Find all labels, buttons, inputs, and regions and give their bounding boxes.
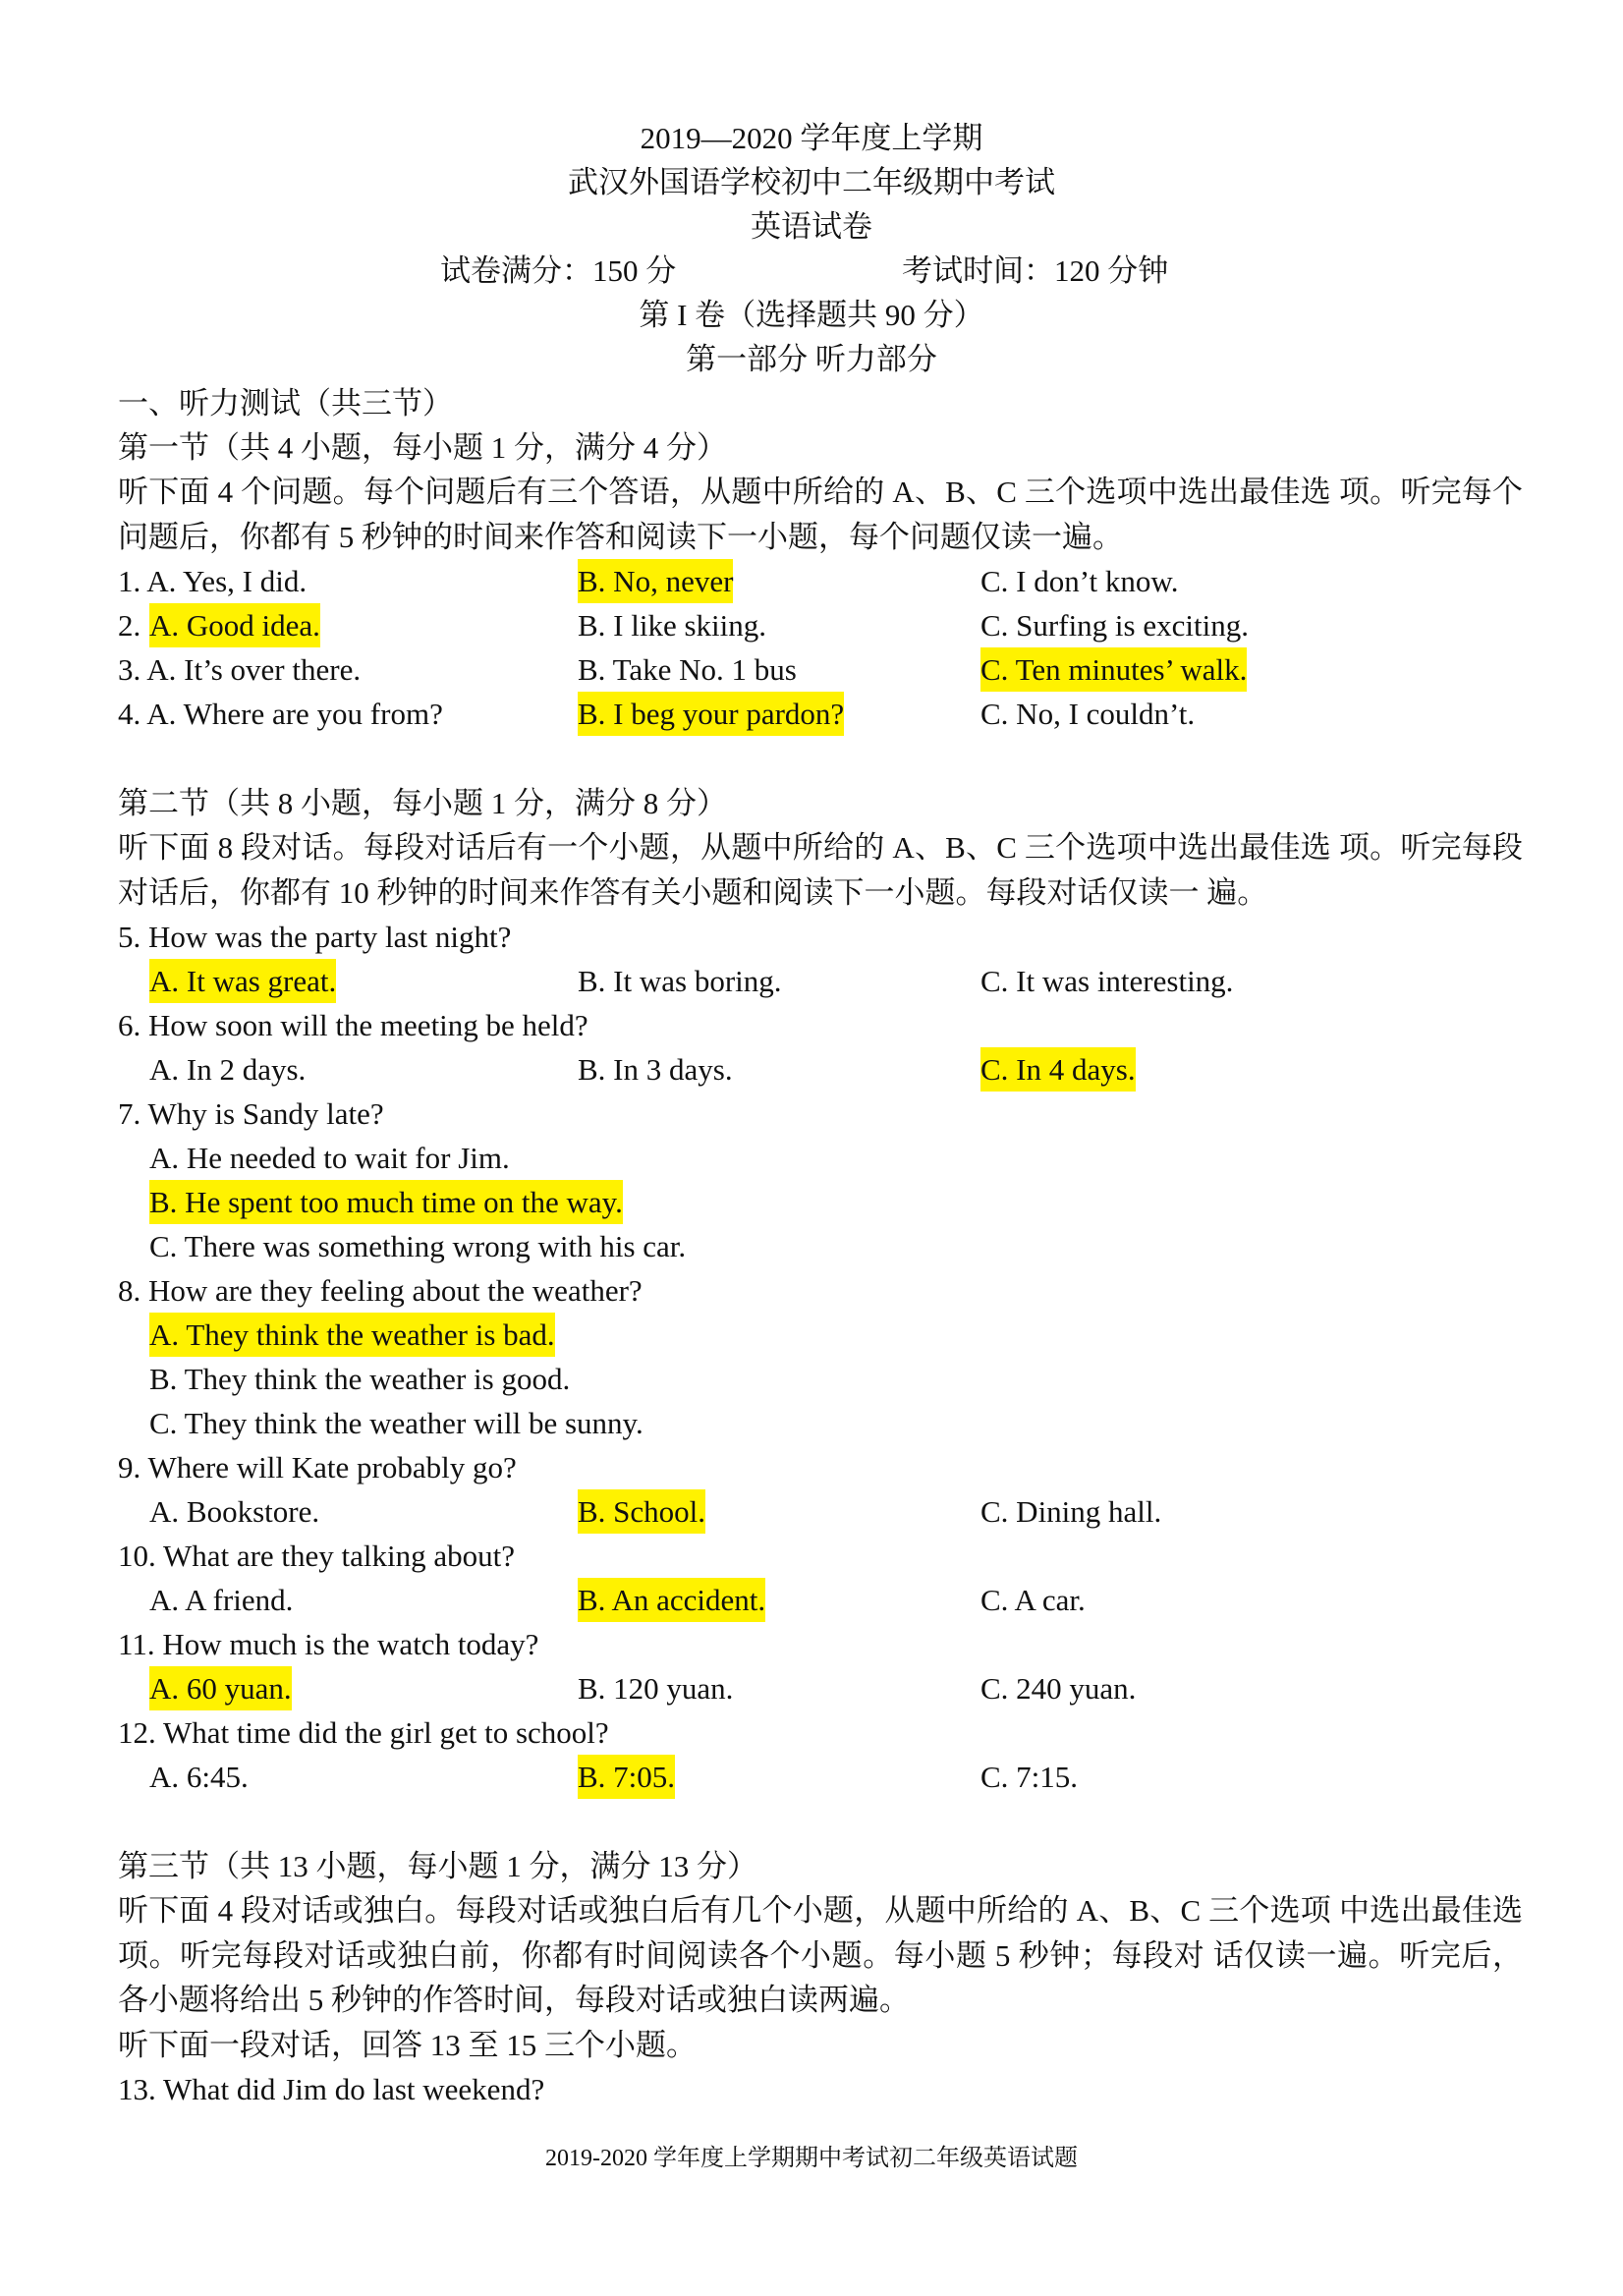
section3-title: 第三节（共 13 小题，每小题 1 分，满分 13 分） xyxy=(118,1849,757,1883)
q2-option-a: A. Good idea. xyxy=(149,603,320,647)
volume-title: 第 I 卷（选择题共 90 分） xyxy=(639,298,984,332)
page-footer: 2019-2020 学年度上学期期中考试初二年级英语试题 xyxy=(545,2146,1078,2171)
q8-option-a: A. They think the weather is bad. xyxy=(149,1313,555,1357)
q8-question: 8. How are they feeling about the weather? xyxy=(118,1273,643,1308)
school-line: 武汉外国语学校初中二年级期中考试 xyxy=(568,165,1055,199)
section1-instructions: 听下面 4 个问题。每个问题后有三个答语，从题中所给的 A、B、C 三个选项中选出最佳选 项。听完每个问题后，你都有 5 秒钟的时间来作答和阅读下一小题，每个问题仅读一遍。 xyxy=(118,475,1523,554)
q5-question: 5. How was the party last night? xyxy=(118,920,512,954)
q13-question: 13. What did Jim do last weekend? xyxy=(118,2072,545,2106)
q11-option-a: A. 60 yuan. xyxy=(149,1666,292,1710)
section2-instructions: 听下面 8 段对话。每段对话后有一个小题，从题中所给的 A、B、C 三个选项中选出最佳选 项。听完每段对话后，你都有 10 秒钟的时间来作答有关小题和阅读下一小题。每段对话仅读一 遍。 xyxy=(118,830,1523,910)
q9-option-b: B. School. xyxy=(578,1489,705,1534)
q2-option-b: B. I like skiing. xyxy=(578,608,767,643)
section2-title: 第二节（共 8 小题，每小题 1 分，满分 8 分） xyxy=(118,786,727,820)
q7-option-a: A. He needed to wait for Jim. xyxy=(149,1141,510,1175)
year-line: 2019—2020 学年度上学期 xyxy=(640,121,983,155)
q10-option-c: C. A car. xyxy=(980,1583,1086,1617)
q3-option-a: 3. A. It’s over there. xyxy=(118,652,362,687)
q12-question: 12. What time did the girl get to school? xyxy=(118,1715,609,1750)
q5-option-a: A. It was great. xyxy=(149,959,336,1003)
q4-option-b: B. I beg your pardon? xyxy=(578,692,844,736)
subject-title: 英语试卷 xyxy=(751,209,872,244)
q7-option-b: B. He spent too much time on the way. xyxy=(149,1180,623,1224)
q6-option-c: C. In 4 days. xyxy=(980,1047,1136,1092)
q3-option-c: C. Ten minutes’ walk. xyxy=(980,647,1247,692)
q11-question: 11. How much is the watch today? xyxy=(118,1627,539,1661)
q11-option-b: B. 120 yuan. xyxy=(578,1671,734,1706)
q7-question: 7. Why is Sandy late? xyxy=(118,1096,384,1131)
q8-option-c: C. They think the weather will be sunny. xyxy=(149,1406,644,1440)
q9-option-c: C. Dining hall. xyxy=(980,1494,1162,1529)
q8-option-b: B. They think the weather is good. xyxy=(149,1362,571,1396)
q1-option-c: C. I don’t know. xyxy=(980,564,1179,598)
q4-option-a: 4. A. Where are you from? xyxy=(118,697,443,731)
q1-option-b: B. No, never xyxy=(578,559,733,603)
q2-option-c: C. Surfing is exciting. xyxy=(980,608,1249,643)
q3-option-b: B. Take No. 1 bus xyxy=(578,652,797,687)
q12-option-a: A. 6:45. xyxy=(149,1760,249,1794)
q1-option-a: 1. A. Yes, I did. xyxy=(118,564,308,598)
q12-option-b: B. 7:05. xyxy=(578,1755,675,1799)
section-main-heading: 一、听力测试（共三节） xyxy=(118,386,453,420)
time-limit: 考试时间：120 分钟 xyxy=(902,253,1169,288)
q10-option-b: B. An accident. xyxy=(578,1578,765,1622)
q10-option-a: A. A friend. xyxy=(149,1583,294,1617)
q10-question: 10. What are they talking about? xyxy=(118,1539,516,1573)
section3-instructions: 听下面 4 段对话或独白。每段对话或独白后有几个小题，从题中所给的 A、B、C 三个选项 中选出最佳选项。听完每段对话或独白前，你都有时间阅读各个小题。每小题 5 秒钟；每段对 话仅读一遍。听完后，各小题将给出 5 秒钟的作答时间，每段对话或独白读两遍。 xyxy=(118,1893,1523,2017)
section3-prompt: 听下面一段对话，回答 13 至 15 三个小题。 xyxy=(118,2028,697,2062)
part-title: 第一部分 听力部分 xyxy=(686,342,937,376)
q5-option-c: C. It was interesting. xyxy=(980,964,1234,998)
q6-question: 6. How soon will the meeting be held? xyxy=(118,1008,588,1042)
q2-number: 2. xyxy=(118,608,141,643)
full-score: 试卷满分：150 分 xyxy=(440,253,677,288)
q7-option-c: C. There was something wrong with his car. xyxy=(149,1229,687,1263)
q9-question: 9. Where will Kate probably go? xyxy=(118,1450,517,1484)
q4-option-c: C. No, I couldn’t. xyxy=(980,697,1196,731)
q6-option-a: A. In 2 days. xyxy=(149,1052,307,1087)
q6-option-b: B. In 3 days. xyxy=(578,1052,733,1087)
q11-option-c: C. 240 yuan. xyxy=(980,1671,1137,1706)
section1-title: 第一节（共 4 小题，每小题 1 分，满分 4 分） xyxy=(118,430,727,465)
q5-option-b: B. It was boring. xyxy=(578,964,782,998)
q9-option-a: A. Bookstore. xyxy=(149,1494,320,1529)
q12-option-c: C. 7:15. xyxy=(980,1760,1079,1794)
